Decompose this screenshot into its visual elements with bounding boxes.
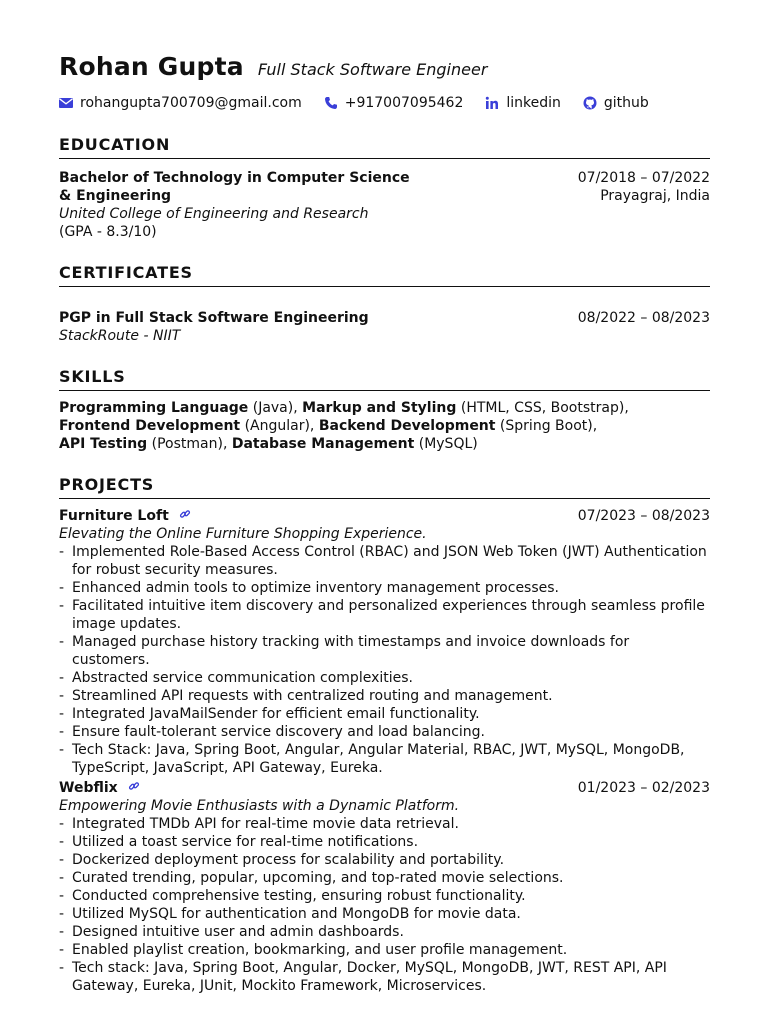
- bullet-item: - Enabled playlist creation, bookmarking, and user profile management.: [59, 941, 710, 959]
- certificate-entry: [59, 309, 710, 345]
- candidate-name: Rohan Gupta: [59, 52, 244, 81]
- candidate-title: Full Stack Software Engineer: [257, 60, 488, 79]
- email-contact[interactable]: [59, 94, 302, 112]
- github-link[interactable]: github: [603, 95, 649, 111]
- education-heading: EDUCATION: [59, 135, 710, 159]
- link-icon[interactable]: [128, 779, 140, 797]
- certificate-issuer: StackRoute - NIIT: [59, 328, 181, 344]
- bullet-item: - Tech stack: Java, Spring Boot, Angular, Docker, MySQL, MongoDB, JWT, REST API, API Gateway, Eureka, JUnit, Mockito Framework, Microservices.: [59, 959, 710, 995]
- email-link[interactable]: rohangupta700709@gmail.com: [80, 95, 302, 111]
- bullet-item: - Implemented Role-Based Access Control (RBAC) and JSON Web Token (JWT) Authentication for robust security measures.: [59, 543, 710, 579]
- project-header: [59, 507, 710, 525]
- skill-value: (Postman),: [147, 436, 232, 452]
- linkedin-link[interactable]: linkedin: [506, 95, 561, 111]
- education-location: Prayagraj, India: [600, 188, 710, 204]
- skill-label: Programming Language: [59, 400, 249, 416]
- link-icon[interactable]: [179, 507, 191, 525]
- bullet-item: - Utilized a toast service for real-time notifications.: [59, 833, 710, 851]
- project-bullets: [59, 815, 710, 995]
- bullet-item: - Dockerized deployment process for scalability and portability.: [59, 851, 710, 869]
- certificate-dates: 08/2022 – 08/2023: [577, 310, 710, 326]
- education-entry: [59, 169, 710, 241]
- resume-header: [59, 0, 710, 84]
- bullet-item: - Conducted comprehensive testing, ensuring robust functionality.: [59, 887, 710, 905]
- contact-row: [59, 93, 710, 113]
- skill-label: Backend Development: [318, 418, 496, 434]
- phone-contact[interactable]: [324, 94, 464, 112]
- project-name[interactable]: Furniture Loft: [59, 508, 169, 524]
- github-icon: [583, 96, 597, 110]
- skills-heading: SKILLS: [59, 367, 710, 391]
- bullet-item: - Integrated JavaMailSender for efficient email functionality.: [59, 705, 710, 723]
- bullet-item: - Facilitated intuitive item discovery and personalized experiences through seamless profile image updates.: [59, 597, 710, 633]
- bullet-item: - Enhanced admin tools to optimize inventory management processes.: [59, 579, 710, 597]
- bullet-item: - Designed intuitive user and admin dashboards.: [59, 923, 710, 941]
- skills-block: [59, 399, 710, 453]
- project-bullets: [59, 543, 710, 777]
- project-entry: [59, 507, 710, 777]
- bullet-item: - Integrated TMDb API for real-time movie data retrieval.: [59, 815, 710, 833]
- skill-label: Markup and Styling: [302, 400, 457, 416]
- skill-value: (MySQL): [414, 436, 478, 452]
- certificate-title: PGP in Full Stack Software Engineering: [59, 310, 369, 326]
- skill-label: API Testing: [59, 436, 148, 452]
- education-meta: [578, 169, 710, 205]
- project-header: [59, 779, 710, 797]
- skills-line: [59, 399, 710, 417]
- linkedin-contact[interactable]: [485, 94, 561, 112]
- bullet-item: - Streamlined API requests with centralized routing and management.: [59, 687, 710, 705]
- certificates-heading: CERTIFICATES: [59, 263, 710, 287]
- skill-label: Frontend Development: [59, 418, 241, 434]
- skill-value: (Spring Boot),: [495, 418, 598, 434]
- institution-name: United College of Engineering and Research: [59, 206, 369, 222]
- bullet-item: - Ensure fault-tolerant service discovery and load balancing.: [59, 723, 710, 741]
- project-name[interactable]: Webflix: [59, 780, 118, 796]
- bullet-item: - Curated trending, popular, upcoming, and top-rated movie selections.: [59, 869, 710, 887]
- bullet-item: - Utilized MySQL for authentication and MongoDB for movie data.: [59, 905, 710, 923]
- bullet-item: - Managed purchase history tracking with timestamps and invoice downloads for customers.: [59, 633, 710, 669]
- project-tagline: Empowering Movie Enthusiasts with a Dynamic Platform.: [59, 798, 460, 814]
- phone-icon: [324, 96, 338, 110]
- project-dates: 07/2023 – 08/2023: [577, 508, 710, 524]
- project-dates: 01/2023 – 02/2023: [577, 780, 710, 796]
- project-tagline: Elevating the Online Furniture Shopping Experience.: [59, 526, 427, 542]
- bullet-item: - Tech Stack: Java, Spring Boot, Angular, Angular Material, RBAC, JWT, MySQL, MongoDB, TypeScript, JavaScript, API Gateway, Eureka.: [59, 741, 710, 777]
- skill-value: (HTML, CSS, Bootstrap),: [456, 400, 629, 416]
- projects-heading: PROJECTS: [59, 475, 710, 499]
- linkedin-icon: [485, 96, 499, 110]
- skill-label: Database Management: [231, 436, 415, 452]
- skills-line: [59, 417, 710, 435]
- github-contact[interactable]: [583, 94, 649, 112]
- project-title-wrap: [59, 779, 578, 797]
- bullet-item: - Abstracted service communication complexities.: [59, 669, 710, 687]
- skill-value: (Java),: [248, 400, 303, 416]
- envelope-icon: [59, 96, 73, 110]
- phone-number[interactable]: +917007095462: [344, 95, 464, 111]
- education-dates: 07/2018 – 07/2022: [577, 170, 710, 186]
- education-details: [59, 169, 419, 241]
- skill-value: (Angular),: [240, 418, 319, 434]
- gpa-text: (GPA - 8.3/10): [59, 224, 157, 240]
- skills-line: [59, 435, 710, 453]
- projects-list: [59, 507, 710, 995]
- project-title-wrap: [59, 507, 578, 525]
- degree-name: Bachelor of Technology in Computer Science & Engineering: [59, 170, 410, 204]
- project-entry: [59, 779, 710, 995]
- certificate-details: [59, 309, 578, 345]
